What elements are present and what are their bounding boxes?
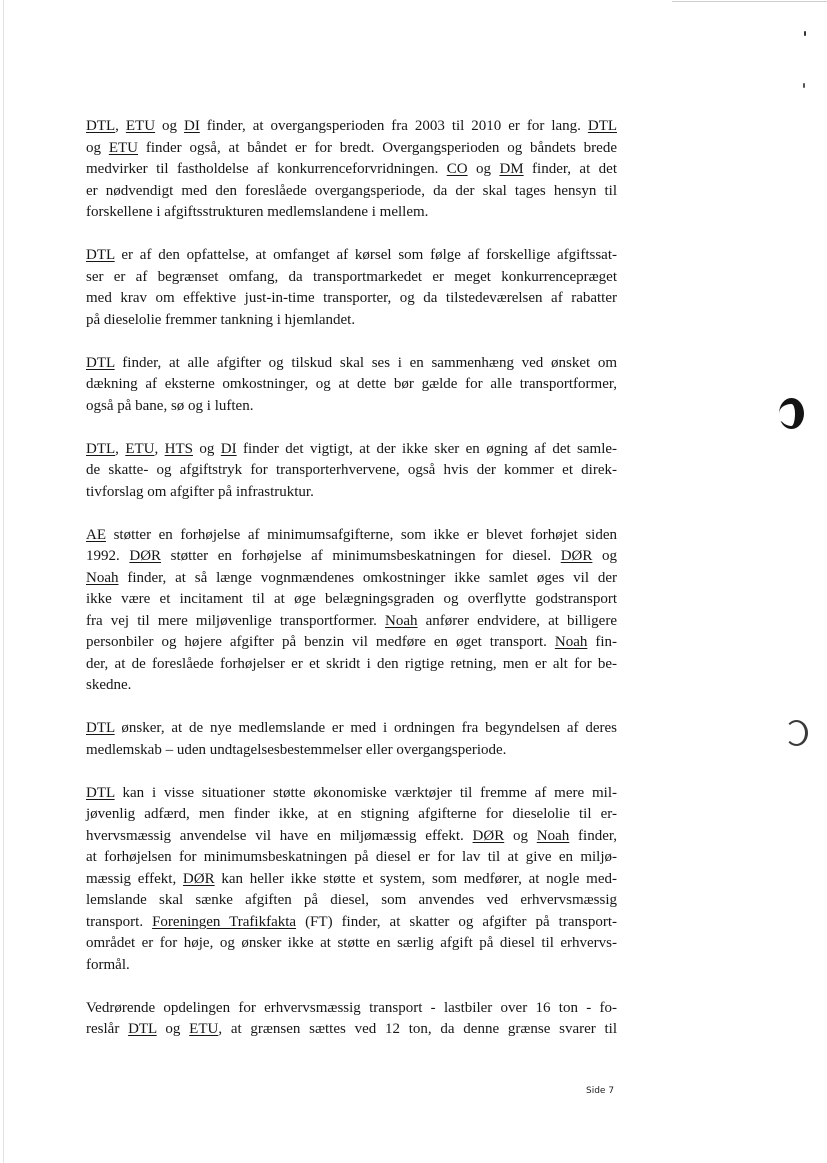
- text-line: [86, 847, 617, 869]
- text-run: mæssig effekt,: [86, 870, 183, 887]
- organization-name: DTL: [86, 784, 115, 801]
- organization-name: DØR: [472, 827, 505, 844]
- text-run: tivforslag om afgifter på infrastruktur.: [86, 483, 314, 500]
- text-line: [86, 482, 617, 504]
- organization-name: AE: [86, 526, 106, 543]
- text-run: finder også, at båndet er for bredt. Overgangsperioden og båndets brede: [138, 139, 617, 156]
- organization-name: DTL: [86, 720, 115, 736]
- text-run: transport.: [86, 913, 153, 930]
- organization-name: DØR: [129, 548, 162, 564]
- paragraph: [86, 245, 617, 331]
- text-run: ,: [115, 440, 126, 457]
- text-run: at forhøjelsen for minimumsbeskatningen på diesel er for lav til at give en miljø-: [86, 849, 617, 865]
- text-line: [86, 116, 617, 138]
- text-run: støtter en forhøjelse af minimumsafgifterne, som ikke er blevet forhøjet siden: [106, 526, 617, 543]
- text-run: formål.: [86, 956, 130, 973]
- organization-name: Noah: [554, 634, 588, 650]
- text-line: [86, 890, 617, 912]
- text-line: [86, 181, 617, 203]
- text-run: kan i visse situationer støtte økonomiske værktøjer til fremme af mere mil-: [114, 784, 617, 801]
- text-run: finder, at det: [523, 161, 617, 177]
- organization-name: ETU: [108, 139, 138, 156]
- paragraph: [86, 353, 617, 418]
- text-line: [86, 632, 617, 654]
- text-run: Vedrørende opdelingen for erhvervsmæssig transport - lastbiler over 16 ton - fo-: [86, 999, 617, 1016]
- text-line: [86, 396, 617, 418]
- text-run: dækning af eksterne omkostninger, og at dette bør gælde for alle transportformer,: [86, 376, 617, 392]
- page-number: Side 7: [586, 1086, 615, 1096]
- text-line: [86, 589, 617, 611]
- text-run: området er for høje, og ønsker ikke at støtte en særlig afgift på diesel til erhvervs-: [86, 935, 617, 951]
- text-line: [86, 654, 617, 676]
- text-run: er af den opfattelse, at omfanget af kørsel som følge af forskellige afgiftssat-: [114, 247, 617, 263]
- text-run: og: [193, 440, 221, 457]
- organization-name: DTL: [86, 247, 115, 263]
- organization-name: Noah: [536, 827, 570, 844]
- text-line: [86, 159, 617, 181]
- text-run: forskellene i afgiftsstrukturen medlemslandene i mellem.: [86, 204, 429, 220]
- scan-edge-line: [3, 0, 4, 1163]
- text-run: de skatte- og afgiftstryk for transporterhvervene, også hvis der kommer et direk-: [86, 462, 617, 478]
- text-run: 1992.: [86, 548, 130, 564]
- text-line: [86, 998, 617, 1020]
- organization-name: DTL: [86, 118, 116, 134]
- text-run: og: [156, 1021, 190, 1037]
- organization-name: DM: [499, 161, 524, 177]
- paragraph: [86, 998, 617, 1041]
- organization-name: DTL: [86, 354, 115, 371]
- organization-name: Noah: [385, 612, 418, 629]
- text-run: med krav om effektive just-in-time transporter, og da tilstedeværelsen af rabatter: [86, 290, 617, 306]
- text-run: ikke være et incitament til at øge belægningsgraden og overflytte godstransport: [86, 591, 617, 607]
- document-body: [86, 116, 617, 1062]
- text-run: finder, at så længe vognmændenes omkostninger ikke samlet øges vil der: [118, 569, 617, 586]
- text-line: [86, 245, 617, 267]
- paragraph: [86, 525, 617, 697]
- text-run: på dieselolie fremmer tankning i hjemlandet.: [86, 311, 356, 328]
- punch-hole-mark: [785, 720, 808, 746]
- text-run: kan heller ikke støtte et system, som medfører, at nogle med-: [214, 870, 618, 887]
- text-run: og: [155, 118, 184, 134]
- paragraph: [86, 783, 617, 977]
- text-line: [86, 267, 617, 289]
- text-line: [86, 138, 617, 160]
- text-line: [86, 675, 617, 697]
- text-line: [86, 783, 617, 805]
- text-run: er nødvendigt med den foreslåede overgangsperiode, da der skal tages hensyn til: [86, 182, 617, 199]
- scan-edge-line-top: [672, 1, 827, 2]
- text-line: [86, 933, 617, 955]
- text-run: finder,: [569, 827, 618, 844]
- text-run: og: [592, 548, 617, 564]
- text-run: finder, at alle afgifter og tilskud skal ses i en sammenhæng ved ønsket om: [114, 354, 617, 371]
- organization-name: Noah: [86, 569, 119, 586]
- text-run: og: [86, 139, 109, 156]
- text-line: [86, 525, 617, 547]
- paragraph: [86, 439, 617, 504]
- text-run: (FT) finder, at skatter og afgifter på transport-: [296, 913, 617, 930]
- text-line: [86, 568, 617, 590]
- organization-name: ETU: [125, 440, 155, 457]
- text-run: medlemskab – uden undtagelsesbestemmelser eller overgangsperiode.: [86, 741, 507, 758]
- text-run: finder det vigtigt, at der ikke sker en øgning af det samle-: [236, 440, 618, 457]
- text-run: og: [504, 827, 537, 844]
- text-line: [86, 955, 617, 977]
- text-run: og: [467, 161, 500, 177]
- organization-name: HTS: [164, 440, 193, 457]
- scan-speck: [804, 31, 806, 36]
- organization-name: DTL: [86, 440, 116, 457]
- text-line: [86, 310, 617, 332]
- organization-name: DØR: [560, 548, 593, 564]
- text-line: [86, 460, 617, 482]
- text-run: medvirker til fastholdelse af konkurrenceforvridningen.: [86, 161, 447, 177]
- text-line: [86, 288, 617, 310]
- organization-name: DTL: [587, 118, 618, 134]
- punch-hole-mark: [779, 398, 804, 429]
- text-run: personbiler og højere afgifter på benzin vil medføre en øget transport.: [86, 634, 555, 650]
- text-line: [86, 740, 617, 762]
- text-run: ønsker, at de nye medlemslande er med i ordningen fra begyndelsen af deres: [114, 720, 617, 736]
- text-run: finder, at overgangsperioden fra 2003 til 2010 er for lang.: [199, 118, 588, 134]
- text-run: støtter en forhøjelse af minimumsbeskatningen for diesel.: [161, 548, 561, 564]
- text-run: ,: [115, 118, 126, 134]
- organization-name: DTL: [128, 1021, 157, 1037]
- organization-name: ETU: [189, 1021, 219, 1037]
- text-line: [86, 439, 617, 461]
- text-line: [86, 546, 617, 568]
- text-run: anfører endvidere, at billigere: [417, 612, 617, 629]
- organization-name: DI: [220, 440, 237, 457]
- text-line: [86, 353, 617, 375]
- text-run: , at grænsen sættes ved 12 ton, da denne grænse svarer til: [218, 1021, 618, 1037]
- organization-name: Foreningen Trafikfakta: [152, 913, 297, 930]
- text-run: hvervsmæssig anvendelse vil have en miljømæssig effekt.: [86, 827, 473, 844]
- scan-speck: [803, 83, 805, 88]
- text-run: der, at de foreslåede forhøjelser er et skridt i den rigtige retning, men er alt for be-: [86, 655, 617, 672]
- text-run: også på bane, sø og i luften.: [86, 397, 254, 414]
- text-line: [86, 611, 617, 633]
- text-line: [86, 826, 617, 848]
- organization-name: ETU: [125, 118, 156, 134]
- text-run: jøvenlig adfærd, men finder ikke, at en stigning afgifterne for dieselolie til er-: [86, 806, 617, 822]
- text-line: [86, 374, 617, 396]
- text-line: [86, 912, 617, 934]
- organization-name: DI: [183, 118, 200, 134]
- paragraph: [86, 718, 617, 761]
- text-run: ser er af begrænset omfang, da transportmarkedet er meget konkurrencepræget: [86, 268, 617, 285]
- paragraph: [86, 116, 617, 224]
- text-run: reslår: [86, 1021, 129, 1037]
- text-run: lemslande skal sænke afgiften på diesel, som anvendes ved erhvervsmæssig: [86, 892, 617, 908]
- text-line: [86, 202, 617, 224]
- organization-name: CO: [446, 161, 468, 177]
- text-run: ,: [154, 440, 165, 457]
- organization-name: DØR: [182, 870, 215, 887]
- text-run: skedne.: [86, 677, 132, 693]
- text-run: fra vej til mere miljøvenlige transportformer.: [86, 612, 386, 629]
- text-line: [86, 718, 617, 740]
- text-line: [86, 804, 617, 826]
- text-line: [86, 869, 617, 891]
- text-line: [86, 1019, 617, 1041]
- text-run: fin-: [587, 634, 617, 650]
